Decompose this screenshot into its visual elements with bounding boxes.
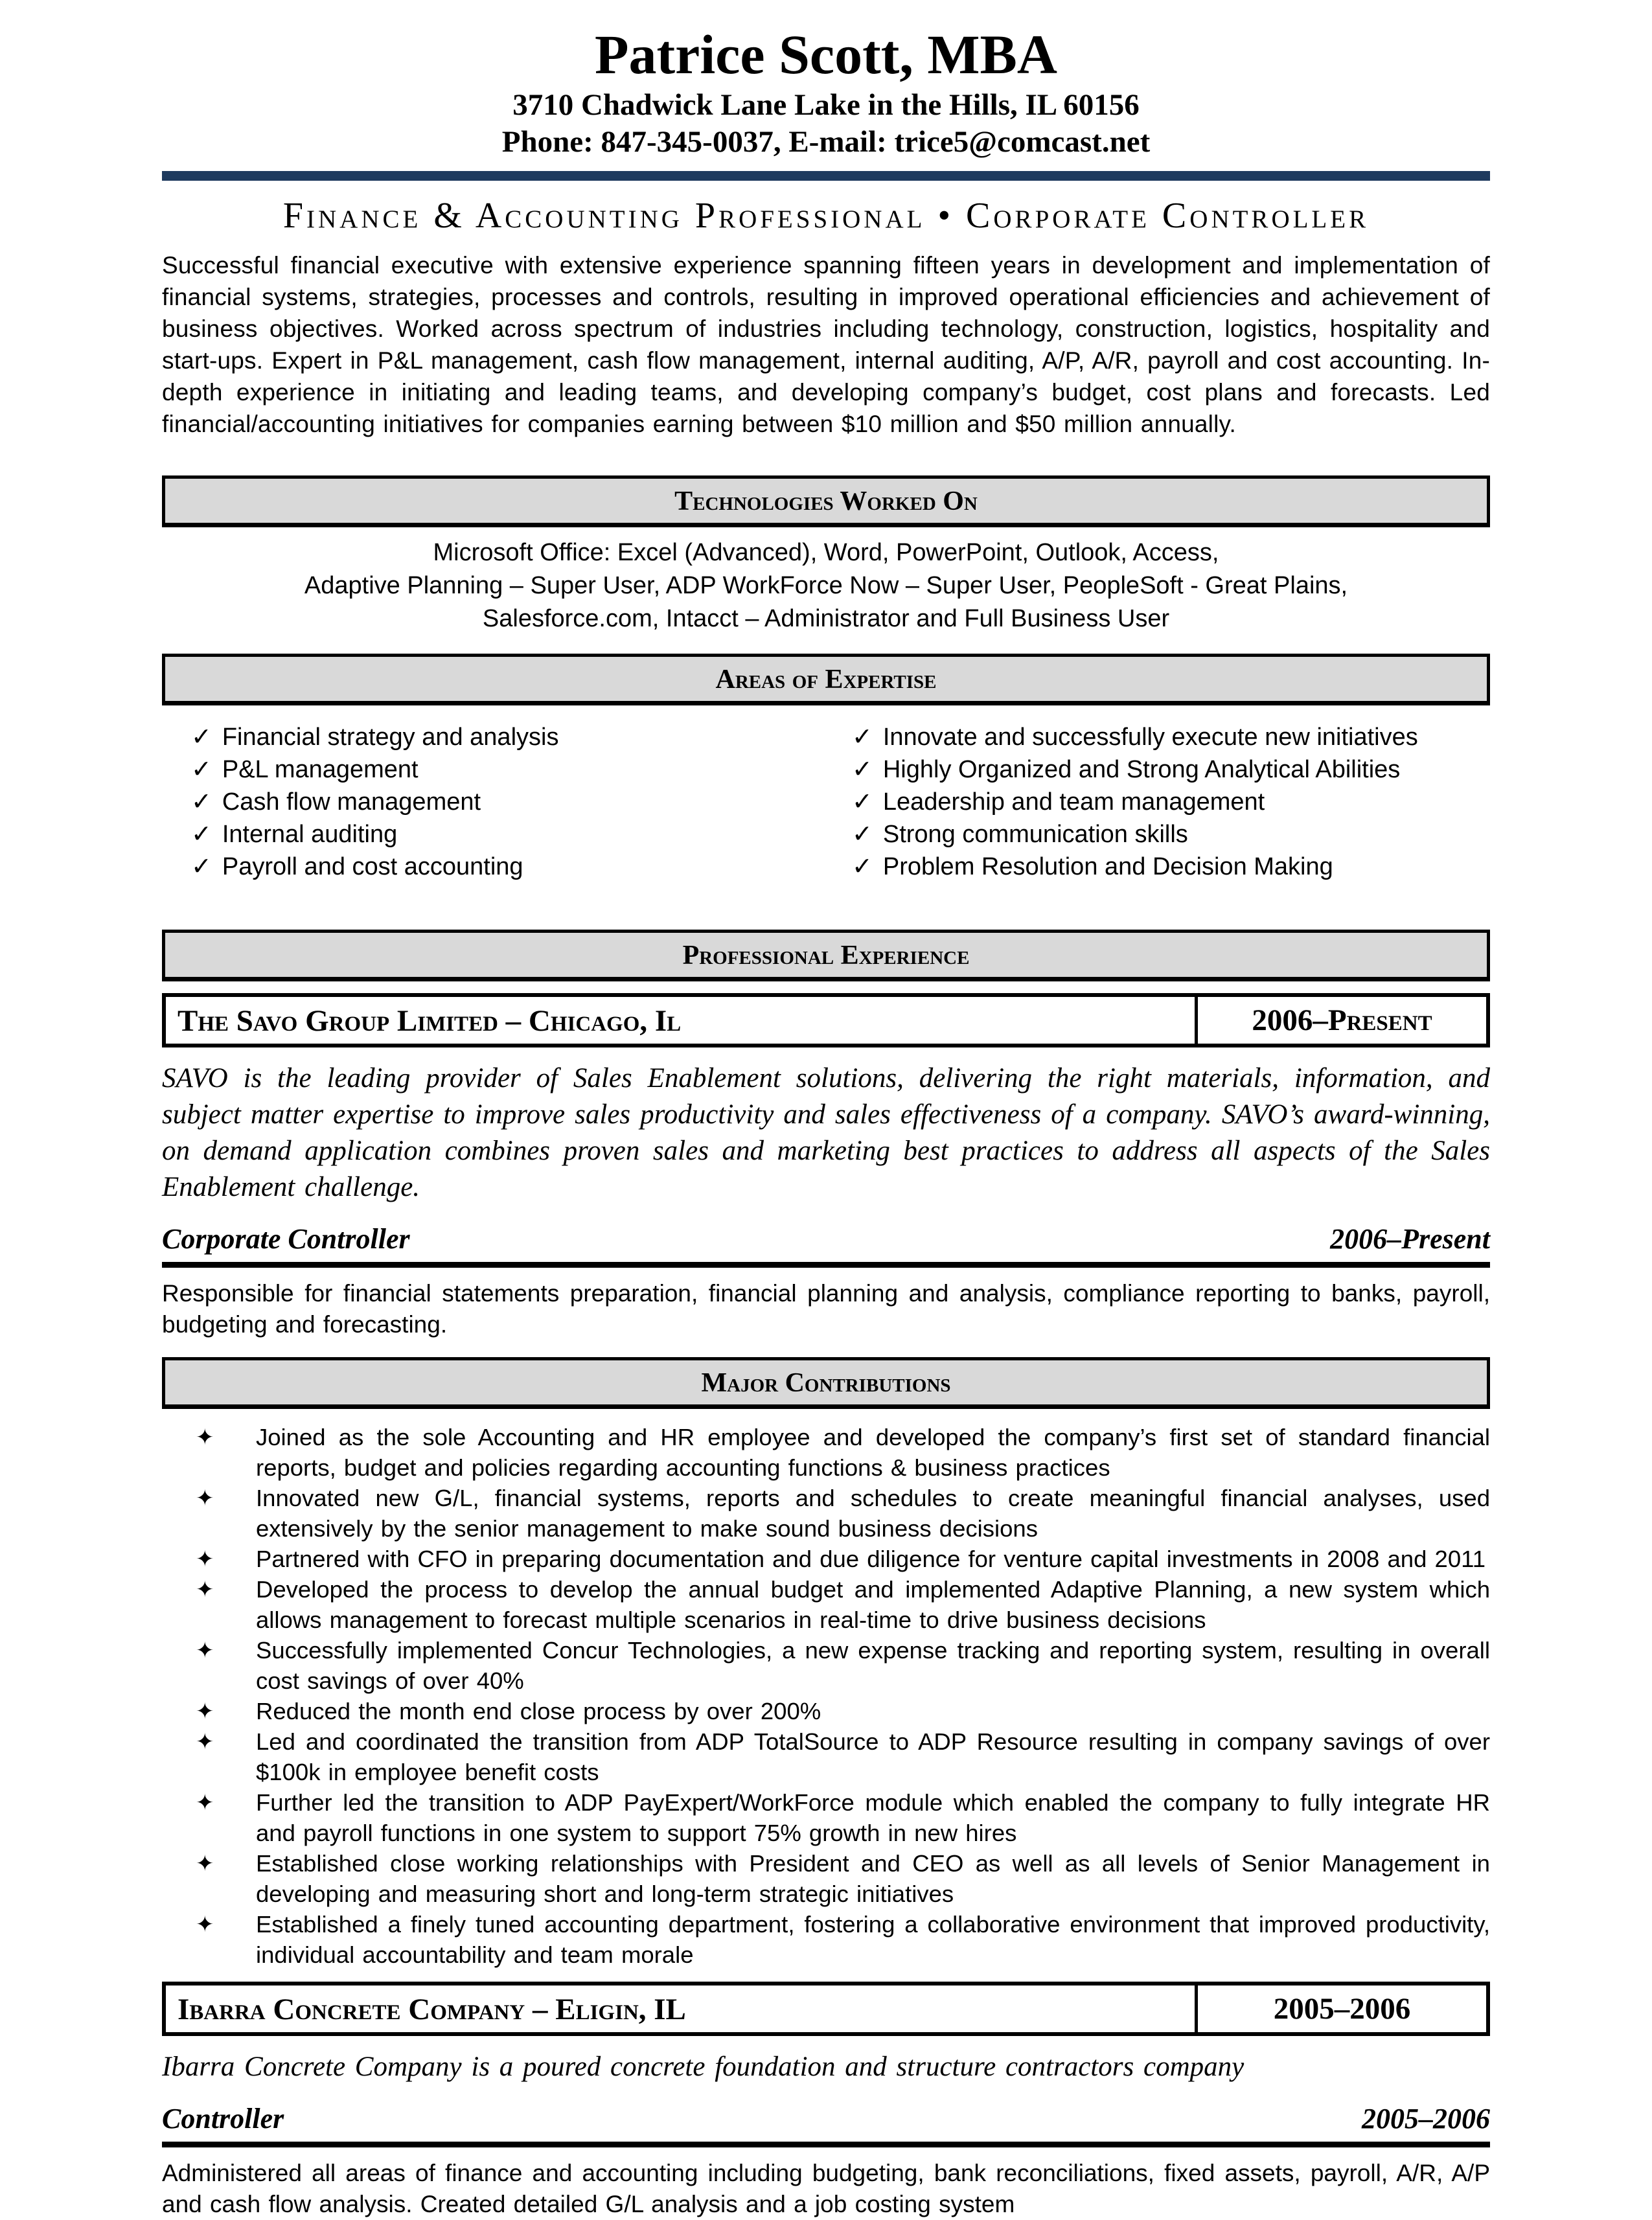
contribution-item (162, 1726, 1490, 1787)
expertise-item (191, 753, 826, 786)
role-summary: Responsible for financial statements preparation, financial planning and analysis, compliance reporting to banks, payroll, budgeting and forecasting. (162, 1280, 1490, 1338)
contribution-item (162, 1635, 1490, 1696)
contribution-item (162, 1909, 1490, 1970)
contribution-text: Established close working relationships with President and CEO as well as all levels of Senior Management in developing and measuring short and long-term strategic initiatives (256, 1850, 1490, 1907)
contribution-item (162, 1574, 1490, 1635)
technologies-line: Microsoft Office: Excel (Advanced), Word, PowerPoint, Outlook, Access, (433, 539, 1219, 566)
role-title: Controller (162, 2103, 284, 2134)
role-dates: 2006–Present (1330, 1223, 1490, 1255)
star-bullet-icon: ✦ (196, 1791, 214, 1815)
expertise-item (852, 753, 1490, 786)
expertise-item (852, 818, 1490, 851)
star-bullet-icon: ✦ (196, 1638, 214, 1663)
star-bullet-icon: ✦ (196, 1425, 214, 1450)
section-heading-experience: Professional Experience (162, 930, 1490, 981)
expertise-label: Cash flow management (222, 788, 481, 816)
expertise-label: Innovate and successfully execute new initiatives (882, 724, 1418, 751)
expertise-label: Financial strategy and analysis (222, 724, 559, 751)
checkmark-icon: ✓ (191, 724, 212, 751)
header-divider-rule (162, 171, 1490, 181)
expertise-right-column (826, 721, 1490, 883)
star-bullet-icon: ✦ (196, 1486, 214, 1511)
checkmark-icon: ✓ (852, 821, 873, 848)
contribution-text: Successfully implemented Concur Technologies, a new expense tracking and reporting system, resulting in overall cost savings of over 40% (256, 1637, 1490, 1694)
header (162, 0, 1490, 161)
section-heading-contributions: Major Contributions (162, 1357, 1490, 1409)
checkmark-icon: ✓ (191, 853, 212, 880)
contribution-text: Partnered with CFO in preparing documentation and due diligence for venture capital investments in 2008 and 2011 (256, 1546, 1486, 1572)
professional-title: Finance & Accounting Professional • Corporate Controller (282, 196, 1370, 236)
expertise-item (852, 721, 1490, 753)
expertise-columns (162, 721, 1490, 883)
star-bullet-icon: ✦ (196, 1730, 214, 1754)
role-title: Corporate Controller (162, 1223, 410, 1255)
expertise-label: Payroll and cost accounting (222, 853, 523, 880)
star-bullet-icon: ✦ (196, 1699, 214, 1724)
section-heading-expertise: Areas of Expertise (162, 654, 1490, 705)
role-row-corporate-controller (162, 1222, 1490, 1268)
technologies-line: Salesforce.com, Intacct – Administrator and Full Business User (482, 605, 1170, 632)
expertise-label: Strong communication skills (882, 821, 1188, 848)
star-bullet-icon: ✦ (196, 1912, 214, 1937)
company-name: The Savo Group Limited – Chicago, Il (178, 1004, 682, 1038)
star-bullet-icon: ✦ (196, 1851, 214, 1876)
expertise-label: Leadership and team management (882, 788, 1265, 816)
company-row-savo (162, 993, 1490, 1047)
contribution-text: Innovated new G/L, financial systems, reports and schedules to create meaningful financial analyses, used extensively by the senior management to make sound business decisions (256, 1485, 1490, 1542)
contribution-item (162, 1483, 1490, 1544)
checkmark-icon: ✓ (852, 756, 873, 783)
expertise-left-column (162, 721, 826, 883)
person-name: Patrice Scott, MBA (595, 23, 1057, 86)
expertise-item (191, 721, 826, 753)
company-row-ibarra (162, 1982, 1490, 2036)
contribution-text: Joined as the sole Accounting and HR employee and developed the company’s first set of standard financial reports, budget and policies regarding accounting functions & business practices (256, 1424, 1490, 1481)
expertise-item (852, 786, 1490, 818)
company-dates: 2005–2006 (1195, 1985, 1486, 2032)
role-row-controller (162, 2102, 1490, 2147)
company-dates: 2006–Present (1195, 997, 1486, 1044)
expertise-item (191, 786, 826, 818)
checkmark-icon: ✓ (852, 724, 873, 751)
resume-content (162, 0, 1490, 2220)
expertise-label: P&L management (222, 756, 419, 783)
contribution-item (162, 1696, 1490, 1726)
contribution-item (162, 1787, 1490, 1848)
company-description: SAVO is the leading provider of Sales Enablement solutions, delivering the right materials, information, and subject matter expertise to improve sales productivity and sales effectiveness of a company. SAVO’s award-winning, on demand application combines proven sales and marketing best practices to address all aspects of the Sales Enablement challenge. (162, 1063, 1490, 1202)
contribution-text: Developed the process to develop the annual budget and implemented Adaptive Planning, a new system which allows management to forecast multiple scenarios in real-time to drive business decisions (256, 1576, 1490, 1633)
contribution-text: Led and coordinated the transition from ADP TotalSource to ADP Resource resulting in company savings of over $100k in employee benefit costs (256, 1728, 1490, 1785)
summary-paragraph: Successful financial executive with extensive experience spanning fifteen years in development and implementation of financial systems, strategies, processes and controls, resulting in improved operational efficiencies and achievement of business objectives. Worked across spectrum of industries including technology, construction, logistics, hospitality and start-ups. Expert in P&L management, cash flow management, internal auditing, A/P, A/R, payroll and cost accounting. In-depth experience in initiating and leading teams, and developing company’s budget, cost plans and forecasts. Led financial/accounting initiatives for companies earning between $10 million and $50 million annually. (162, 252, 1490, 437)
expertise-item (191, 818, 826, 851)
checkmark-icon: ✓ (191, 756, 212, 783)
section-heading-technologies: Technologies Worked On (162, 475, 1490, 527)
contribution-text: Further led the transition to ADP PayExpert/WorkForce module which enabled the company to fully integrate HR and payroll functions in one system to support 75% growth in new hires (256, 1789, 1490, 1846)
role-dates: 2005–2006 (1362, 2103, 1490, 2134)
contribution-item (162, 1848, 1490, 1909)
checkmark-icon: ✓ (191, 788, 212, 816)
checkmark-icon: ✓ (191, 821, 212, 848)
technologies-line: Adaptive Planning – Super User, ADP WorkForce Now – Super User, PeopleSoft - Great Plains, (304, 572, 1348, 599)
star-bullet-icon: ✦ (196, 1547, 214, 1572)
expertise-label: Internal auditing (222, 821, 398, 848)
expertise-item (191, 851, 826, 883)
checkmark-icon: ✓ (852, 853, 873, 880)
technologies-lines (162, 536, 1490, 635)
contribution-item (162, 1422, 1490, 1483)
contribution-text: Established a finely tuned accounting department, fostering a collaborative environment that improved productivity, individual accountability and team morale (256, 1911, 1490, 1968)
star-bullet-icon: ✦ (196, 1577, 214, 1602)
contribution-item (162, 1544, 1490, 1574)
company-description: Ibarra Concrete Company is a poured concrete foundation and structure contractors company (162, 2052, 1245, 2082)
checkmark-icon: ✓ (852, 788, 873, 816)
contribution-text: Reduced the month end close process by over 200% (256, 1698, 821, 1724)
address-line: 3710 Chadwick Lane Lake in the Hills, IL 60156 (512, 88, 1140, 122)
company-name: Ibarra Concrete Company – Eligin, IL (178, 1993, 686, 2026)
contributions-list (162, 1422, 1490, 1970)
expertise-label: Problem Resolution and Decision Making (882, 853, 1333, 880)
expertise-item (852, 851, 1490, 883)
role-summary: Administered all areas of finance and accounting including budgeting, bank reconciliations, fixed assets, payroll, A/R, A/P and cash flow analysis. Created detailed G/L analysis and a job costing system (162, 2160, 1490, 2217)
expertise-label: Highly Organized and Strong Analytical Abilities (882, 756, 1401, 783)
contact-line: Phone: 847-345-0037, E-mail: trice5@comcast.net (501, 125, 1151, 159)
